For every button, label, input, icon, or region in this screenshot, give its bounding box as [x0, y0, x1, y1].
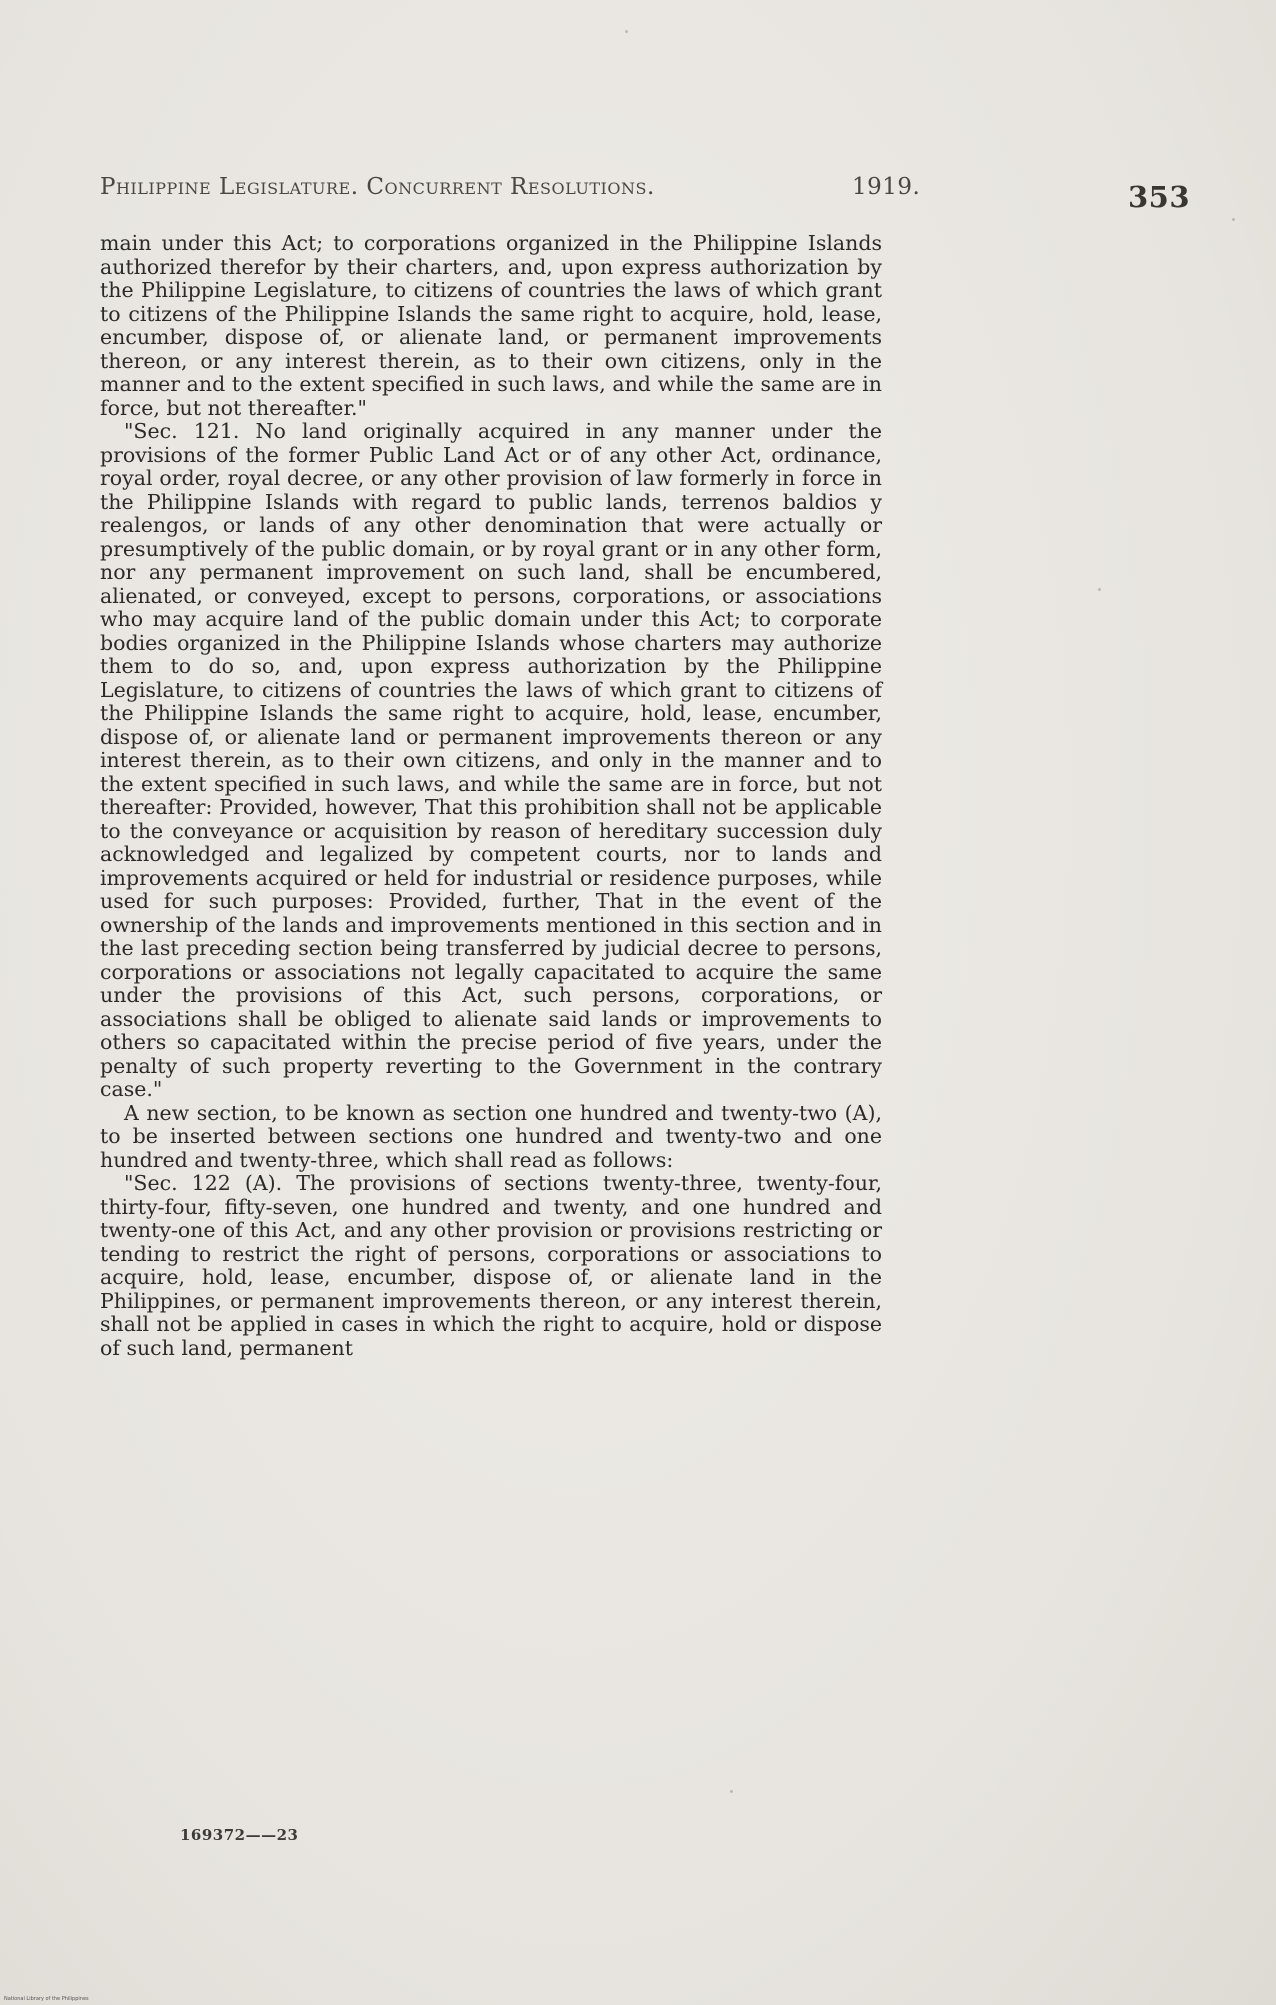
- running-year: 1919.: [852, 174, 921, 200]
- paper-speck: [1232, 218, 1235, 221]
- page-number: 353: [1128, 180, 1191, 214]
- paper-speck: [1098, 588, 1101, 591]
- printer-mark: 169372——23: [180, 1826, 299, 1844]
- paragraph-sec-121: "Sec. 121. No land originally acquired in any manner under the provisions of the former Public Land Act or of any other Act, ordinance, royal order, royal decree, or any other provision of law formerly in force in the Philippine Islands with regard to public lands, terrenos baldios y realengos, or lands of any other denomination that were actually or presumptively of the public domain, or by royal grant or in any other form, nor any permanent improvement on such land, shall be encumbered, alienated, or conveyed, except to persons, corporations, or associations who may acquire land of the public domain under this Act; to corporate bodies organized in the Philippine Islands whose charters may authorize them to do so, and, upon express authorization by the Philippine Legislature, to citizens of countries the laws of which grant to citizens of the Philippine Islands the same right to acquire, hold, lease, encumber, dispose of, or alienate land or permanent improvements thereon or any interest therein, as to their own citizens, and only in the manner and to the extent specified in such laws, and while the same are in force, but not thereafter: Provided, however, That this prohibition shall not be applicable to the conveyance or acquisition by reason of hereditary succession duly acknowledged and legalized by competent courts, nor to lands and improvements acquired or held for industrial or residence purposes, while used for such purposes: Provided, further, That in the event of the ownership of the lands and improvements mentioned in this section and in the last preceding section being transferred by judicial decree to persons, corporations or associations not legally capacitated to acquire the same under the provisions of this Act, such persons, corporations, or associations shall be obliged to alienate said lands or improvements to others so capacitated within the precise period of five years, under the penalty of such property reverting to the Government in the contrary case.": [100, 419, 882, 1101]
- paragraph-continuation: main under this Act; to corporations organized in the Philippine Islands authorized therefor by their charters, and, upon express authorization by the Philippine Legislature, to citizens of countries the laws of which grant to citizens of the Philippine Islands the same right to acquire, hold, lease, encumber, dispose of, or alienate land, or permanent improvements thereon, or any interest therein, as to their own citizens, only in the manner and to the extent specified in such laws, and while the same are in force, but not thereafter.": [100, 231, 882, 420]
- paragraph-new-section: A new section, to be known as section one hundred and twenty-two (A), to be inserted between sections one hundred and twenty-two and one hundred and twenty-three, which shall read as follows:: [100, 1100, 882, 1172]
- running-title: Philippine Legislature. Concurrent Resolutions.: [100, 174, 655, 200]
- paper-speck: [625, 30, 628, 33]
- body-text: [100, 232, 882, 1360]
- paragraph-sec-122a: "Sec. 122 (A). The provisions of sections twenty-three, twenty-four, thirty-four, fifty-seven, one hundred and twenty, and one hundred and twenty-one of this Act, and any other provision or provisions restricting or tending to restrict the right of persons, corporations or associations to acquire, hold, lease, encumber, dispose of, or alienate land in the Philippines, or permanent improvements thereon, or any interest therein, shall not be applied in cases in which the right to acquire, hold or dispose of such land, permanent: [100, 1171, 882, 1360]
- running-head: [100, 172, 1200, 212]
- paper-speck: [730, 1790, 733, 1793]
- scan-credit: National Library of the Philippines: [4, 1996, 89, 2002]
